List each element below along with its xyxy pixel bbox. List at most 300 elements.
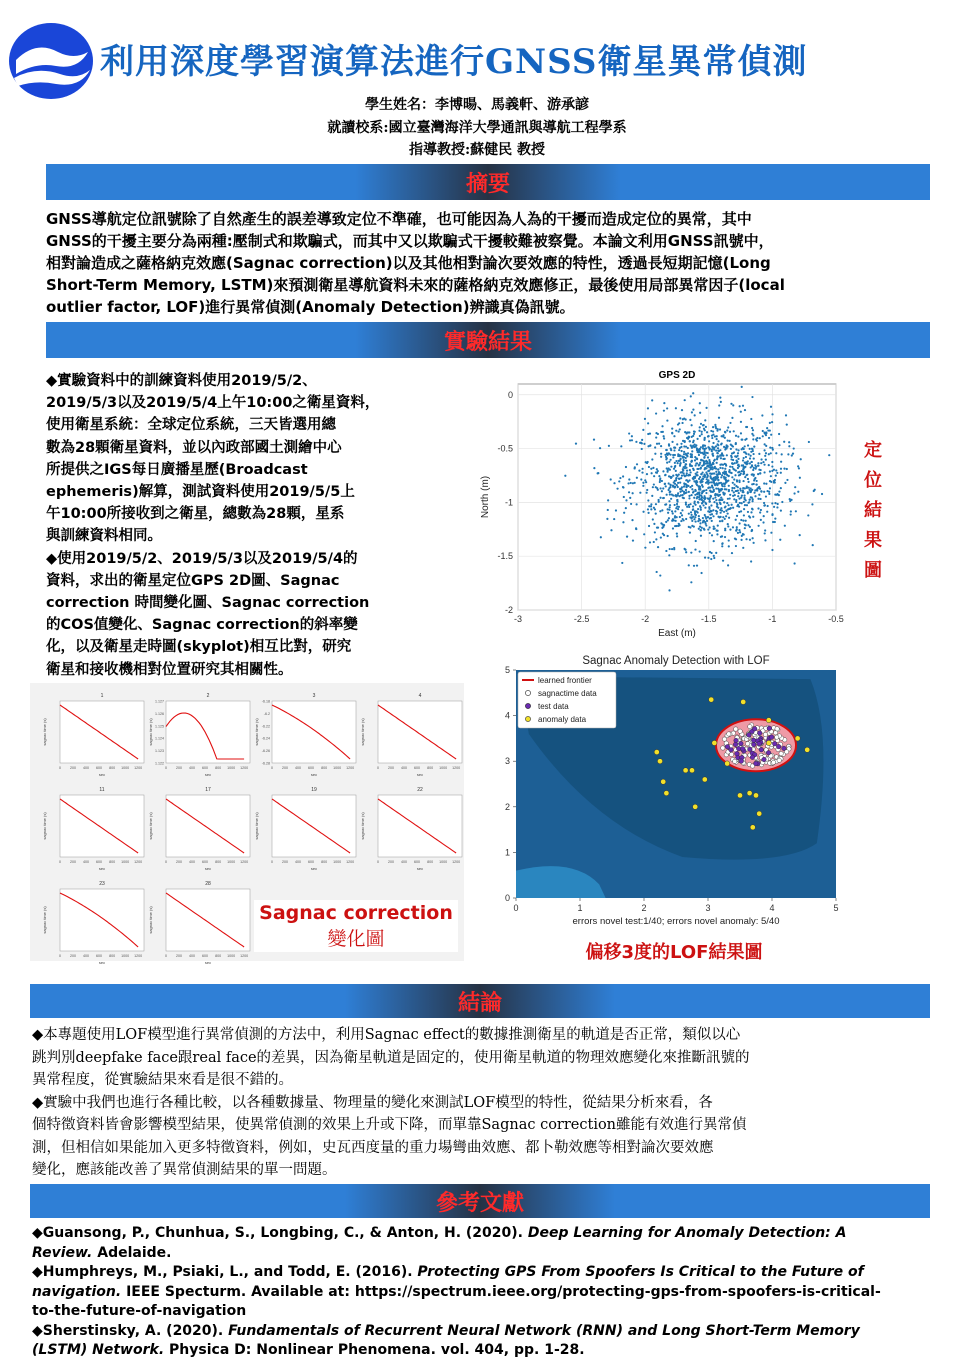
scatter-point	[652, 467, 654, 469]
scatter-point	[759, 511, 761, 513]
scatter-point	[700, 459, 702, 461]
scatter-point	[747, 444, 749, 446]
scatter-point	[760, 458, 762, 460]
scatter-point	[752, 438, 754, 440]
scatter-point	[729, 529, 731, 531]
scatter-point	[690, 552, 692, 554]
scatter-point	[718, 482, 720, 484]
scatter-point	[731, 462, 733, 464]
scatter-point	[679, 516, 681, 518]
experiment-line: 使用衛星系統：全球定位系統，三天皆選用總	[46, 417, 336, 434]
scatter-point	[671, 548, 673, 550]
scatter-point	[739, 531, 741, 533]
scatter-point	[722, 464, 724, 466]
subplot-x-tick: 800	[109, 860, 116, 864]
scatter-point	[706, 473, 708, 475]
scatter-point	[643, 533, 645, 535]
scatter-point	[798, 467, 800, 469]
scatter-point	[699, 522, 701, 524]
scatter-point	[653, 541, 655, 543]
scatter-point	[736, 455, 738, 457]
scatter-point	[709, 486, 711, 488]
sagnactime-point	[721, 746, 725, 750]
scatter-point	[749, 462, 751, 464]
anomaly-data-point	[725, 761, 730, 766]
subplot-x-tick: 200	[70, 860, 77, 864]
scatter-point	[743, 457, 745, 459]
scatter-point	[665, 485, 667, 487]
scatter-point	[730, 507, 732, 509]
scatter-point	[732, 507, 734, 509]
scatter-point	[635, 441, 637, 443]
scatter-point	[699, 448, 701, 450]
scatter-point	[731, 487, 733, 489]
sagnac-subplot	[42, 881, 144, 965]
scatter-point	[718, 472, 720, 474]
scatter-point	[694, 456, 696, 458]
scatter-point	[690, 514, 692, 516]
subplot-x-tick: 0	[59, 954, 61, 958]
scatter-point	[694, 512, 696, 514]
scatter-point	[741, 502, 743, 504]
subplot-xlabel: sec	[204, 960, 212, 965]
experiment-line: ephemeris)解算，測試資料使用2019/5/5上	[46, 484, 355, 501]
scatter-point	[703, 464, 705, 466]
scatter-point	[737, 449, 739, 451]
scatter-point	[780, 510, 782, 512]
scatter-point	[753, 446, 755, 448]
scatter-point	[666, 494, 668, 496]
scatter-point	[765, 432, 767, 434]
subplot-x-tick: 1200	[240, 766, 249, 770]
scatter-point	[777, 503, 779, 505]
scatter-point	[679, 462, 681, 464]
scatter-point	[632, 492, 634, 494]
subplot-title: 22	[417, 787, 423, 793]
scatter-point	[760, 509, 762, 511]
subplot-x-tick: 200	[70, 766, 77, 770]
scatter-point	[678, 495, 680, 497]
scatter-point	[678, 430, 680, 432]
scatter-point	[689, 516, 691, 518]
scatter-point	[683, 519, 685, 521]
scatter-point	[729, 440, 731, 442]
scatter-point	[628, 432, 630, 434]
scatter-point	[752, 469, 754, 471]
scatter-point	[720, 401, 722, 403]
subplot-x-tick: 800	[321, 766, 328, 770]
scatter-point	[707, 497, 709, 499]
scatter-point	[729, 471, 731, 473]
scatter-point	[655, 538, 657, 540]
scatter-point	[768, 464, 770, 466]
scatter-point	[699, 412, 701, 414]
scatter-point	[764, 443, 766, 445]
scatter-point	[656, 468, 658, 470]
scatter-point	[710, 552, 712, 554]
scatter-point	[747, 481, 749, 483]
sagnactime-point	[733, 759, 737, 763]
scatter-point	[659, 510, 661, 512]
scatter-point	[676, 503, 678, 505]
subplot-x-tick: 400	[295, 860, 302, 864]
anomaly-data-point	[766, 740, 771, 745]
scatter-point	[692, 508, 694, 510]
scatter-point	[719, 428, 721, 430]
sagnactime-point	[729, 752, 733, 756]
scatter-point	[736, 490, 738, 492]
subplot-x-tick: 1200	[346, 766, 355, 770]
scatter-point	[683, 486, 685, 488]
scatter-point	[690, 444, 692, 446]
scatter-point	[708, 440, 710, 442]
scatter-point	[709, 501, 711, 503]
scatter-point	[765, 434, 767, 436]
test-data-point	[739, 759, 744, 764]
scatter-point	[735, 499, 737, 501]
scatter-point	[647, 512, 649, 514]
gps-result-label	[858, 436, 888, 586]
chart-legend	[518, 672, 616, 728]
scatter-point	[776, 506, 778, 508]
scatter-point	[673, 481, 675, 483]
scatter-point	[693, 565, 695, 567]
scatter-point	[750, 418, 752, 420]
scatter-point	[738, 529, 740, 531]
scatter-point	[713, 501, 715, 503]
subplot-x-tick: 1200	[134, 766, 143, 770]
test-data-point	[751, 738, 756, 743]
scatter-point	[673, 435, 675, 437]
scatter-point	[770, 434, 772, 436]
scatter-point	[713, 557, 715, 559]
scatter-point	[607, 499, 609, 501]
scatter-point	[694, 504, 696, 506]
y-tick-label: -2	[504, 605, 513, 615]
scatter-point	[756, 484, 758, 486]
scatter-point	[710, 468, 712, 470]
scatter-point	[735, 448, 737, 450]
scatter-point	[742, 473, 744, 475]
scatter-point	[684, 548, 686, 550]
anomaly-data-point	[805, 747, 810, 752]
scatter-point	[799, 477, 801, 479]
scatter-point	[714, 494, 716, 496]
scatter-point	[696, 493, 698, 495]
scatter-point	[652, 518, 654, 520]
scatter-point	[670, 459, 672, 461]
scatter-point	[730, 403, 732, 405]
subplot-x-tick: 0	[165, 766, 167, 770]
scatter-point	[725, 471, 727, 473]
scatter-point	[659, 574, 661, 576]
scatter-point	[793, 562, 795, 564]
scatter-point	[698, 430, 700, 432]
scatter-point	[711, 534, 713, 536]
subplot-y-tick: -6.22	[261, 724, 270, 729]
subplot-y-tick: -6.24	[261, 736, 270, 741]
scatter-point	[724, 468, 726, 470]
scatter-point	[681, 509, 683, 511]
scatter-point	[678, 449, 680, 451]
scatter-point	[631, 439, 633, 441]
scatter-point	[724, 536, 726, 538]
scatter-point	[717, 495, 719, 497]
scatter-point	[744, 487, 746, 489]
scatter-point	[667, 519, 669, 521]
subplot-x-tick: 1000	[227, 860, 236, 864]
scatter-point	[695, 444, 697, 446]
scatter-point	[720, 507, 722, 509]
scatter-point	[675, 470, 677, 472]
scatter-point	[646, 489, 648, 491]
scatter-point	[647, 461, 649, 463]
subplot-x-tick: 600	[414, 860, 421, 864]
scatter-point	[763, 432, 765, 434]
scatter-point	[699, 451, 701, 453]
scatter-point	[628, 491, 630, 493]
scatter-point	[671, 520, 673, 522]
scatter-point	[667, 535, 669, 537]
sagnactime-point	[763, 732, 767, 736]
scatter-point	[663, 402, 665, 404]
scatter-point	[731, 489, 733, 491]
y-tick-label: 2	[504, 801, 510, 812]
scatter-point	[745, 520, 747, 522]
scatter-point	[689, 469, 691, 471]
scatter-point	[672, 527, 674, 529]
scatter-point	[669, 548, 671, 550]
scatter-point	[673, 547, 675, 549]
subplot-xlabel: sec	[416, 866, 424, 871]
scatter-point	[625, 499, 627, 501]
scatter-point	[670, 498, 672, 500]
sagnac-subplot	[148, 787, 250, 871]
scatter-point	[691, 525, 693, 527]
experiment-line: 與訓練資料相同。	[46, 528, 162, 545]
scatter-point	[707, 528, 709, 530]
scatter-point	[737, 452, 739, 454]
scatter-point	[692, 477, 694, 479]
scatter-point	[772, 448, 774, 450]
experiment-line: ◆實驗資料中的訓練資料使用2019/5/2、	[46, 373, 317, 389]
scatter-point	[660, 431, 662, 433]
scatter-point	[610, 478, 612, 480]
scatter-point	[768, 493, 770, 495]
test-data-point	[759, 747, 764, 752]
scatter-point	[702, 478, 704, 480]
scatter-point	[686, 470, 688, 472]
scatter-point	[668, 589, 670, 591]
scatter-point	[793, 492, 795, 494]
scatter-point	[659, 497, 661, 499]
scatter-point	[732, 482, 734, 484]
scatter-point	[727, 440, 729, 442]
scatter-point	[716, 458, 718, 460]
scatter-point	[705, 503, 707, 505]
conclusion-line: ◆實驗中我們也進行各種比較，以各種數據量、物理量的變化來測試LOF模型的特性，從結果分析來看，各	[32, 1094, 713, 1111]
scatter-point	[707, 516, 709, 518]
scatter-point	[745, 462, 747, 464]
scatter-point	[732, 452, 734, 454]
scatter-point	[716, 462, 718, 464]
scatter-point	[719, 464, 721, 466]
scatter-point	[741, 495, 743, 497]
scatter-point	[685, 418, 687, 420]
scatter-point	[682, 497, 684, 499]
scatter-point	[715, 468, 717, 470]
scatter-point	[723, 511, 725, 513]
scatter-point	[702, 445, 704, 447]
scatter-point	[697, 508, 699, 510]
scatter-point	[828, 454, 830, 456]
subplot-x-tick: 800	[215, 860, 222, 864]
scatter-point	[702, 424, 704, 426]
scatter-point	[674, 504, 676, 506]
scatter-point	[732, 404, 734, 406]
scatter-point	[771, 413, 773, 415]
scatter-point	[711, 478, 713, 480]
test-data-point	[734, 738, 739, 743]
scatter-point	[691, 488, 693, 490]
scatter-point	[743, 467, 745, 469]
scatter-point	[663, 435, 665, 437]
scatter-point	[716, 452, 718, 454]
scatter-point	[669, 504, 671, 506]
subplot-xlabel: sec	[204, 772, 212, 777]
scatter-point	[780, 472, 782, 474]
reference-line: ◆Humphreys, M., Psiaki, L., and Todd, E. (2016). Protecting GPS From Spoofers Is Critical to the Future of	[32, 1264, 864, 1280]
scatter-point	[662, 533, 664, 535]
scatter-point	[747, 460, 749, 462]
scatter-point	[703, 520, 705, 522]
subplot-y-tick: 1.124	[155, 736, 164, 741]
subplot-y-tick: -6.18	[261, 699, 270, 704]
x-tick-label: -2.5	[573, 614, 590, 624]
scatter-point	[671, 441, 673, 443]
scatter-point	[712, 442, 714, 444]
test-data-point	[735, 751, 740, 756]
scatter-point	[750, 496, 752, 498]
scatter-point	[738, 492, 740, 494]
subplot-x-tick: 200	[282, 860, 289, 864]
scatter-point	[724, 518, 726, 520]
scatter-point	[772, 521, 774, 523]
scatter-point	[622, 521, 624, 523]
scatter-point	[704, 476, 706, 478]
scatter-point	[709, 532, 711, 534]
scatter-point	[717, 444, 719, 446]
scatter-point	[770, 452, 772, 454]
scatter-point	[741, 386, 743, 388]
scatter-point	[748, 515, 750, 517]
scatter-point	[719, 467, 721, 469]
scatter-point	[702, 460, 704, 462]
scatter-point	[677, 508, 679, 510]
scatter-point	[593, 439, 595, 441]
university-logo	[8, 22, 94, 100]
sagnac-subplot	[148, 693, 250, 777]
scatter-point	[727, 523, 729, 525]
scatter-point	[718, 404, 720, 406]
scatter-point	[679, 455, 681, 457]
scatter-point	[663, 524, 665, 526]
conclusion-line: 個特徵資料皆會影響模型結果，使異常偵測的效果上升或下降，而單靠Sagnac correction雖能有效進行異常偵	[32, 1117, 747, 1133]
scatter-point	[757, 498, 759, 500]
scatter-point	[797, 465, 799, 467]
scatter-point	[718, 417, 720, 419]
scatter-point	[705, 517, 707, 519]
scatter-point	[725, 481, 727, 483]
scatter-point	[672, 475, 674, 477]
scatter-point	[756, 437, 758, 439]
scatter-point	[747, 511, 749, 513]
scatter-point	[672, 454, 674, 456]
scatter-point	[765, 483, 767, 485]
subplot-x-tick: 1000	[439, 766, 448, 770]
scatter-point	[751, 529, 753, 531]
scatter-point	[707, 446, 709, 448]
scatter-point	[743, 501, 745, 503]
scatter-point	[732, 495, 734, 497]
scatter-point	[732, 468, 734, 470]
sagnactime-point	[775, 735, 779, 739]
scatter-point	[703, 490, 705, 492]
sagnac-caption-line-1: Sagnac correction	[259, 902, 453, 924]
scatter-point	[718, 450, 720, 452]
scatter-point	[750, 455, 752, 457]
lof-caption: 偏移3度的LOF結果圖	[585, 942, 763, 963]
scatter-point	[764, 455, 766, 457]
scatter-point	[811, 503, 813, 505]
scatter-point	[630, 482, 632, 484]
scatter-point	[707, 483, 709, 485]
scatter-point	[680, 458, 682, 460]
scatter-point	[763, 515, 765, 517]
scatter-point	[661, 490, 663, 492]
scatter-point	[705, 407, 707, 409]
scatter-point	[744, 439, 746, 441]
scatter-point	[644, 479, 646, 481]
scatter-point	[720, 476, 722, 478]
scatter-point	[758, 453, 760, 455]
scatter-point	[754, 495, 756, 497]
test-data-point	[740, 747, 745, 752]
scatter-point	[696, 474, 698, 476]
scatter-point	[704, 468, 706, 470]
scatter-point	[745, 538, 747, 540]
scatter-point	[648, 466, 650, 468]
scatter-point	[786, 424, 788, 426]
scatter-point	[784, 525, 786, 527]
scatter-point	[700, 535, 702, 537]
scatter-point	[699, 550, 701, 552]
scatter-point	[724, 485, 726, 487]
legend-label: learned frontier	[538, 676, 592, 685]
scatter-point	[725, 515, 727, 517]
scatter-point	[647, 445, 649, 447]
scatter-point	[649, 541, 651, 543]
scatter-point	[723, 494, 725, 496]
scatter-point	[686, 437, 688, 439]
scatter-point	[771, 421, 773, 423]
subplot-y-tick: 1.126	[155, 711, 164, 716]
scatter-point	[656, 487, 658, 489]
scatter-point	[625, 507, 627, 509]
scatter-point	[642, 511, 644, 513]
subplot-x-tick: 400	[401, 860, 408, 864]
test-data-point	[757, 731, 762, 736]
